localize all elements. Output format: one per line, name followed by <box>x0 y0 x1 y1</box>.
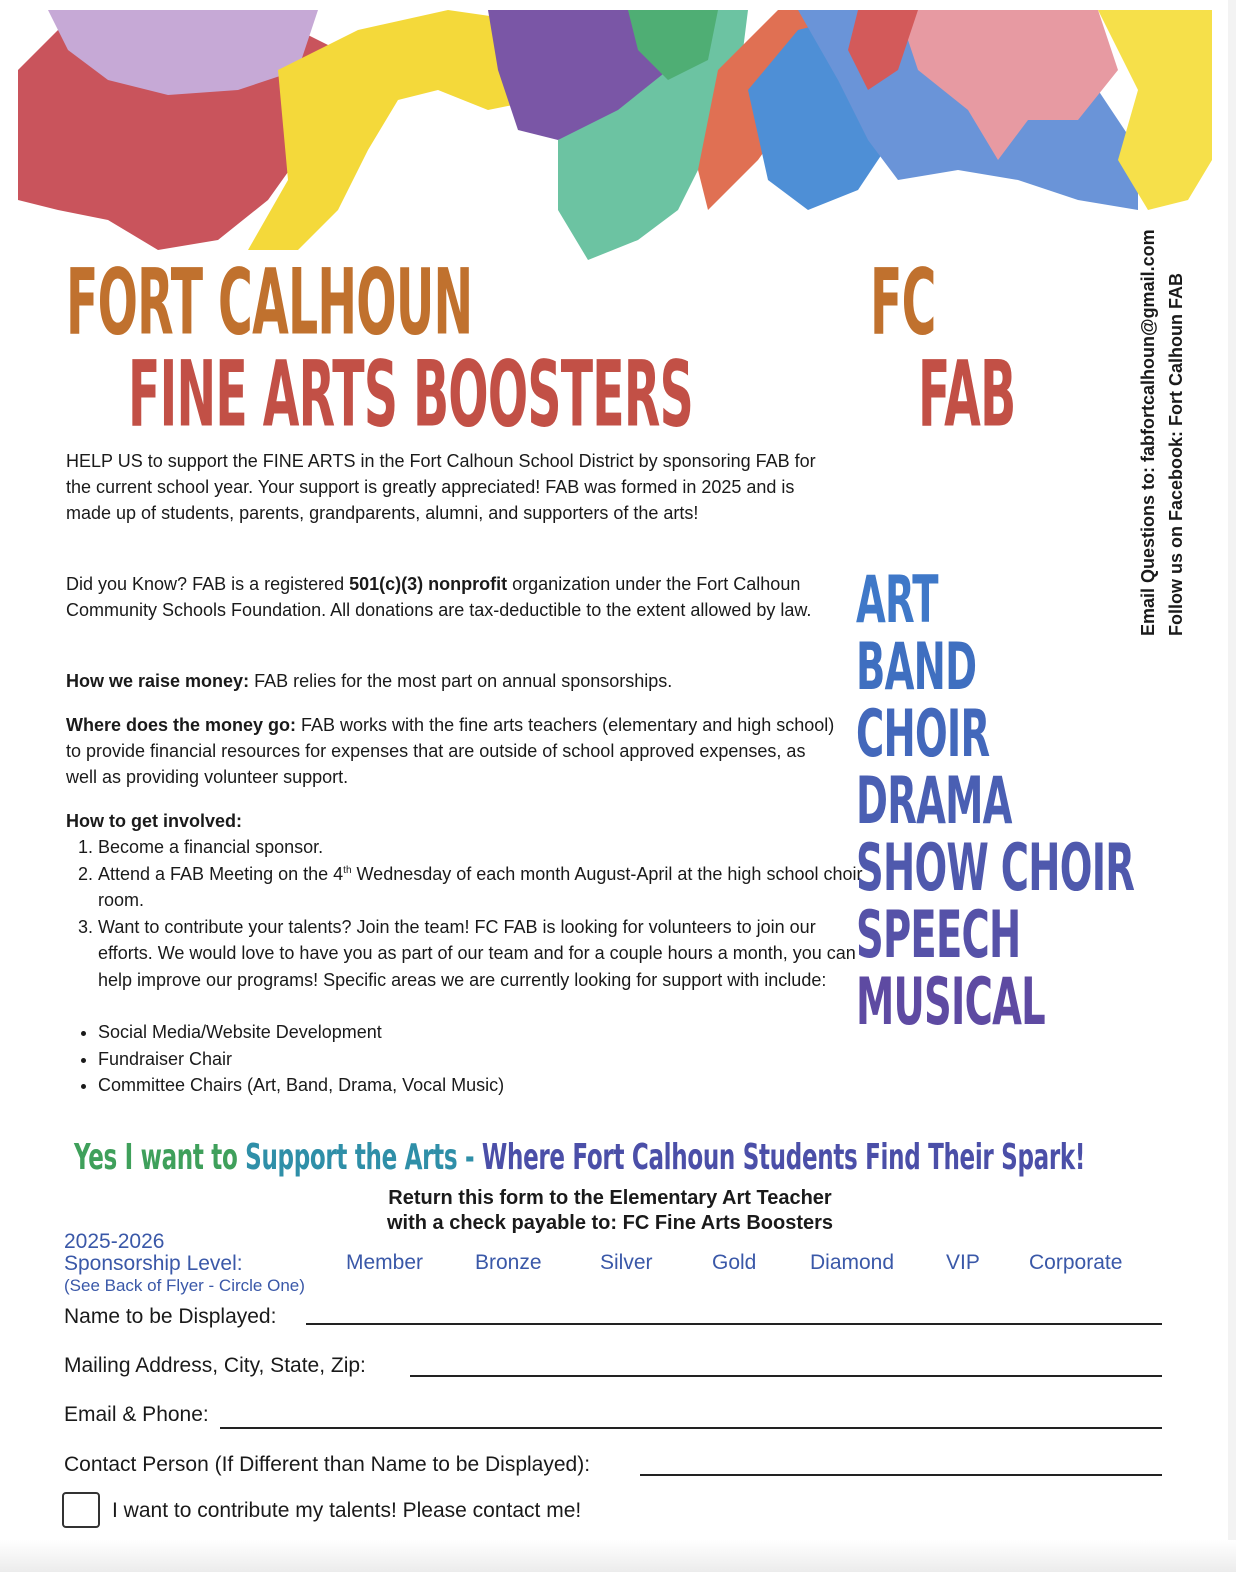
support-areas-list <box>66 1019 858 1099</box>
program-musical: MUSICAL <box>856 965 1045 1041</box>
email-questions-line: Email Questions to: fabfortcalhoun@gmail.com <box>1138 229 1158 636</box>
return-line2: with a check payable to: FC Fine Arts Boosters <box>386 1212 834 1234</box>
sponsorship-level-label <box>64 1230 305 1297</box>
email-phone-label: Email & Phone: <box>64 1403 209 1426</box>
support-slogan <box>74 1136 1085 1180</box>
get-involved-heading: How to get involved: <box>66 811 243 831</box>
raise-money-paragraph <box>66 668 836 694</box>
money-goes-label: Where does the money go: <box>66 715 297 735</box>
sponsorship-level-text: Sponsorship Level: <box>64 1252 243 1275</box>
return-line1: Return this form to the Elementary Art Teacher <box>388 1187 832 1209</box>
return-instructions <box>250 1186 970 1236</box>
did-you-know-paragraph <box>66 571 836 623</box>
abbr-fc: FC <box>870 250 936 356</box>
contribute-talents-label: I want to contribute my talents! Please contact me! <box>112 1499 582 1522</box>
tier-diamond[interactable]: Diamond <box>810 1251 895 1274</box>
get-involved-steps <box>66 834 868 993</box>
raise-money-label: How we raise money: <box>66 671 250 691</box>
step-item: 3. Want to contribute your talents? Join the team! FC FAB is looking for volunteers to join our efforts. We would love to have you as part of our team and for a couple hours a month, you can help improve our programs! Specific areas we are currently looking for support with include: <box>98 914 868 994</box>
tier-member[interactable]: Member <box>346 1251 424 1274</box>
intro-paragraph: HELP US to support the FINE ARTS in the Fort Calhoun School District by sponsoring FAB for the current school year. Your support is greatly appreciated! FAB was formed in 2025 and is made up of students, parents, grandparents, alumni, and supporters of the arts! <box>66 451 816 523</box>
support-area-item: • Social Media/Website Development <box>98 1019 858 1046</box>
facebook-line: Follow us on Facebook: Fort Calhoun FAB <box>1166 273 1186 636</box>
program-speech: SPEECH <box>856 898 1021 974</box>
art-programs-list <box>856 563 1232 1041</box>
step2-before: Attend a FAB Meeting on the 4 <box>98 863 344 884</box>
name-displayed-line[interactable] <box>306 1323 1162 1325</box>
money-goes-text: FAB works with the fine arts teachers (elementary and high school) to provide financial resources for expenses that are outside of school approved expenses, as well as providing volunteer support. <box>66 715 835 787</box>
tier-corporate[interactable]: Corporate <box>1029 1251 1123 1274</box>
program-art: ART <box>856 563 938 639</box>
program-choir: CHOIR <box>856 697 990 773</box>
page-bottom-shadow <box>0 1540 1236 1572</box>
title-line-fine-arts-boosters: FINE ARTS BOOSTERS <box>128 342 693 448</box>
abbr-fab: FAB <box>918 342 1016 448</box>
slogan-part3: Where Fort Calhoun Students Find Their Spark! <box>481 1137 1086 1178</box>
slogan-part1: Yes I want to <box>74 1137 246 1178</box>
program-show-choir: SHOW CHOIR <box>856 831 1135 907</box>
title-line-fort-calhoun: FORT CALHOUN <box>66 250 473 356</box>
name-displayed-label: Name to be Displayed: <box>64 1305 277 1328</box>
program-band: BAND <box>856 630 977 706</box>
page-edge <box>1228 0 1236 1572</box>
contact-person-line[interactable] <box>640 1474 1162 1476</box>
tier-gold[interactable]: Gold <box>712 1251 757 1274</box>
contribute-talents-checkbox[interactable] <box>62 1492 100 1528</box>
support-area-item: • Fundraiser Chair <box>98 1046 858 1073</box>
contact-person-label: Contact Person (If Different than Name to be Displayed): <box>64 1453 591 1476</box>
slogan-part2: Support the Arts - <box>245 1137 482 1178</box>
money-goes-paragraph <box>66 712 836 790</box>
raise-money-text: FAB relies for the most part on annual sponsorships. <box>249 671 673 691</box>
step2-after: Wednesday of each month August-April at the high school choir room. <box>98 863 863 910</box>
support-area-item: • Committee Chairs (Art, Band, Drama, Vocal Music) <box>98 1072 858 1099</box>
sponsorship-level-note: (See Back of Flyer - Circle One) <box>64 1276 305 1295</box>
step-item: 1. Become a financial sponsor. <box>98 834 868 861</box>
painted-banner <box>18 10 1212 270</box>
did-you-know-start: Did you Know? FAB is a registered <box>66 574 350 594</box>
tier-bronze[interactable]: Bronze <box>475 1251 542 1274</box>
nonprofit-status: 501(c)(3) nonprofit <box>349 574 508 594</box>
step-item <box>98 861 868 914</box>
mailing-address-line[interactable] <box>410 1375 1162 1377</box>
tier-vip[interactable]: VIP <box>946 1251 980 1274</box>
program-drama: DRAMA <box>856 764 1012 840</box>
tier-silver[interactable]: Silver <box>600 1251 653 1274</box>
sponsorship-year: 2025-2026 <box>64 1230 165 1253</box>
mailing-address-label: Mailing Address, City, State, Zip: <box>64 1354 366 1377</box>
email-phone-line[interactable] <box>220 1427 1162 1429</box>
step2-ordinal: th <box>343 864 352 876</box>
did-you-know-end: organization under the Fort Calhoun Community Schools Foundation. All donations are tax-deductible to the extent allowed by law. <box>66 574 812 620</box>
